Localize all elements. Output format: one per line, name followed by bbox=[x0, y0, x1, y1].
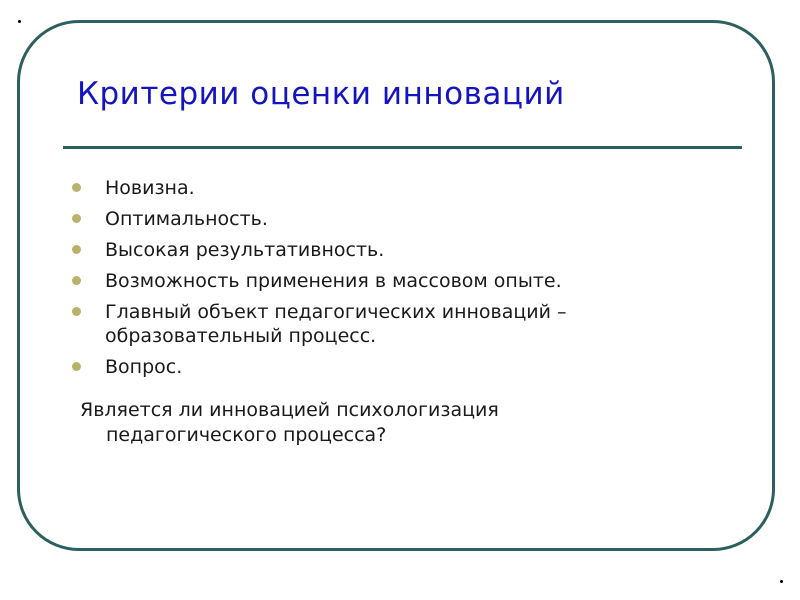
bullet-item bbox=[72, 238, 712, 262]
bullet-dot-icon bbox=[72, 183, 81, 192]
bullet-item bbox=[72, 207, 712, 231]
bullet-text: Вопрос. bbox=[105, 356, 183, 378]
bullet-dot-icon bbox=[72, 362, 81, 371]
bullet-text: Возможность применения в массовом опыте. bbox=[105, 270, 562, 292]
bullet-item bbox=[72, 176, 712, 200]
note-line-2: педагогического процесса? bbox=[106, 424, 387, 446]
bullet-text: Оптимальность. bbox=[105, 208, 268, 230]
title-underline bbox=[63, 146, 742, 149]
note-line-1: Является ли инновацией психологизация bbox=[80, 399, 499, 421]
bullet-dot-icon bbox=[72, 245, 81, 254]
question-note bbox=[80, 398, 680, 448]
slide-title: Критерии оценки инноваций bbox=[77, 76, 565, 112]
bullet-dot-icon bbox=[72, 214, 81, 223]
bullet-item bbox=[72, 300, 712, 348]
bullet-text: Высокая результативность. bbox=[105, 239, 385, 261]
bullet-item bbox=[72, 269, 712, 293]
bullet-item bbox=[72, 355, 712, 379]
bullet-list bbox=[72, 176, 712, 386]
bullet-text: Главный объект педагогических инноваций – образовательный процесс. bbox=[105, 301, 567, 347]
bullet-dot-icon bbox=[72, 276, 81, 285]
corner-dot-top-left bbox=[18, 20, 21, 23]
bullet-dot-icon bbox=[72, 307, 81, 316]
corner-dot-bottom-right bbox=[780, 580, 783, 583]
bullet-text: Новизна. bbox=[105, 177, 195, 199]
